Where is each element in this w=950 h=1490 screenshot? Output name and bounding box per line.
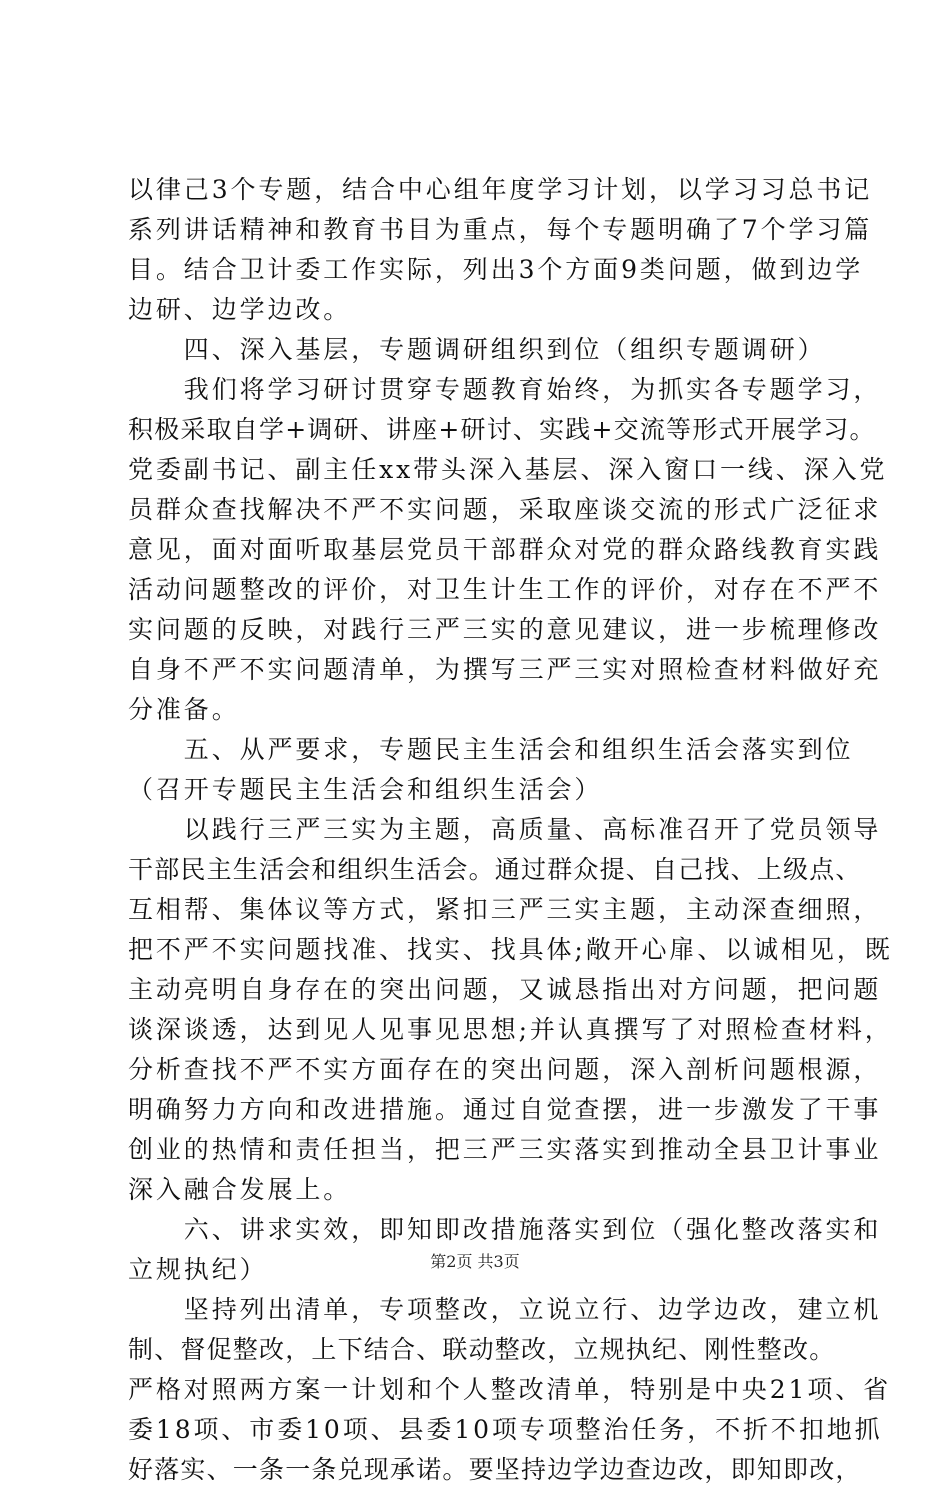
text-line: 意见，面对面听取基层党员干部群众对党的群众路线教育实践 [128,535,882,564]
document-body [128,170,893,1490]
section-heading-five-subtitle: （召开专题民主生活会和组织生活会） [128,775,603,804]
text-line: 互相帮、集体议等方式，紧扣三严三实主题，主动深查细照， [128,895,882,924]
text-line: 制、督促整改，上下结合、联动整改，立规执纪、刚性整改。 [128,1335,836,1364]
text-line: 谈深谈透，达到见人见事见思想;并认真撰写了对照检查材料， [128,1015,893,1044]
text-line: 积极采取自学+调研、讲座+研讨、实践+交流等形式开展学习。 [128,415,876,444]
text-line: 严格对照两方案一计划和个人整改清单，特别是中央21项、省 [128,1375,892,1404]
page-footer: 第2页 共3页 [430,1252,520,1271]
section-heading-five: 五、从严要求，专题民主生活会和组织生活会落实到位 [128,735,854,764]
text-line: 坚持列出清单，专项整改，立说立行、边学边改，建立机 [128,1295,882,1324]
text-line: 实问题的反映，对践行三严三实的意见建议，进一步梳理修改 [128,615,882,644]
text-line: 自身不严不实问题清单，为撰写三严三实对照检查材料做好充 [128,655,882,684]
text-line: 创业的热情和责任担当，把三严三实落实到推动全县卫计事业 [128,1135,882,1164]
section-heading-four: 四、深入基层，专题调研组织到位（组织专题调研） [128,335,826,364]
section-heading-six: 六、讲求实效，即知即改措施落实到位（强化整改落实和 [128,1215,882,1244]
text-line: 党委副书记、副主任xx带头深入基层、深入窗口一线、深入党 [128,455,888,484]
text-line: 活动问题整改的评价，对卫生计生工作的评价，对存在不严不 [128,575,882,604]
text-line: 目。结合卫计委工作实际，列出3个方面9类问题，做到边学 [128,255,864,284]
text-line: 深入融合发展上。 [128,1175,352,1204]
text-line: 以律己3个专题，结合中心组年度学习计划，以学习习总书记 [128,175,873,204]
text-line: 以践行三严三实为主题，高质量、高标准召开了党员领导 [128,815,882,844]
text-line: 委18项、市委10项、县委10项专项整治任务，不折不扣地抓 [128,1415,883,1444]
text-line: 边研、边学边改。 [128,295,352,324]
text-line: 明确努力方向和改进措施。通过自觉查摆，进一步激发了干事 [128,1095,882,1124]
text-line: 系列讲话精神和教育书目为重点，每个专题明确了7个学习篇 [128,215,873,244]
text-line: 分准备。 [128,695,240,724]
text-line: 干部民主生活会和组织生活会。通过群众提、自己找、上级点、 [128,855,862,884]
text-line: 把不严不实问题找准、找实、找具体;敞开心扉、以诚相见，既 [128,935,893,964]
text-line: 员群众查找解决不严不实问题，采取座谈交流的形式广泛征求 [128,495,882,524]
text-line: 分析查找不严不实方面存在的突出问题，深入剖析问题根源， [128,1055,882,1084]
section-heading-six-subtitle: 立规执纪） [128,1255,268,1284]
text-line: 好落实、一条一条兑现承诺。要坚持边学边查边改，即知即改， [128,1455,862,1484]
text-line: 我们将学习研讨贯穿专题教育始终，为抓实各专题学习， [128,375,882,404]
text-line: 主动亮明自身存在的突出问题，又诚恳指出对方问题，把问题 [128,975,882,1004]
